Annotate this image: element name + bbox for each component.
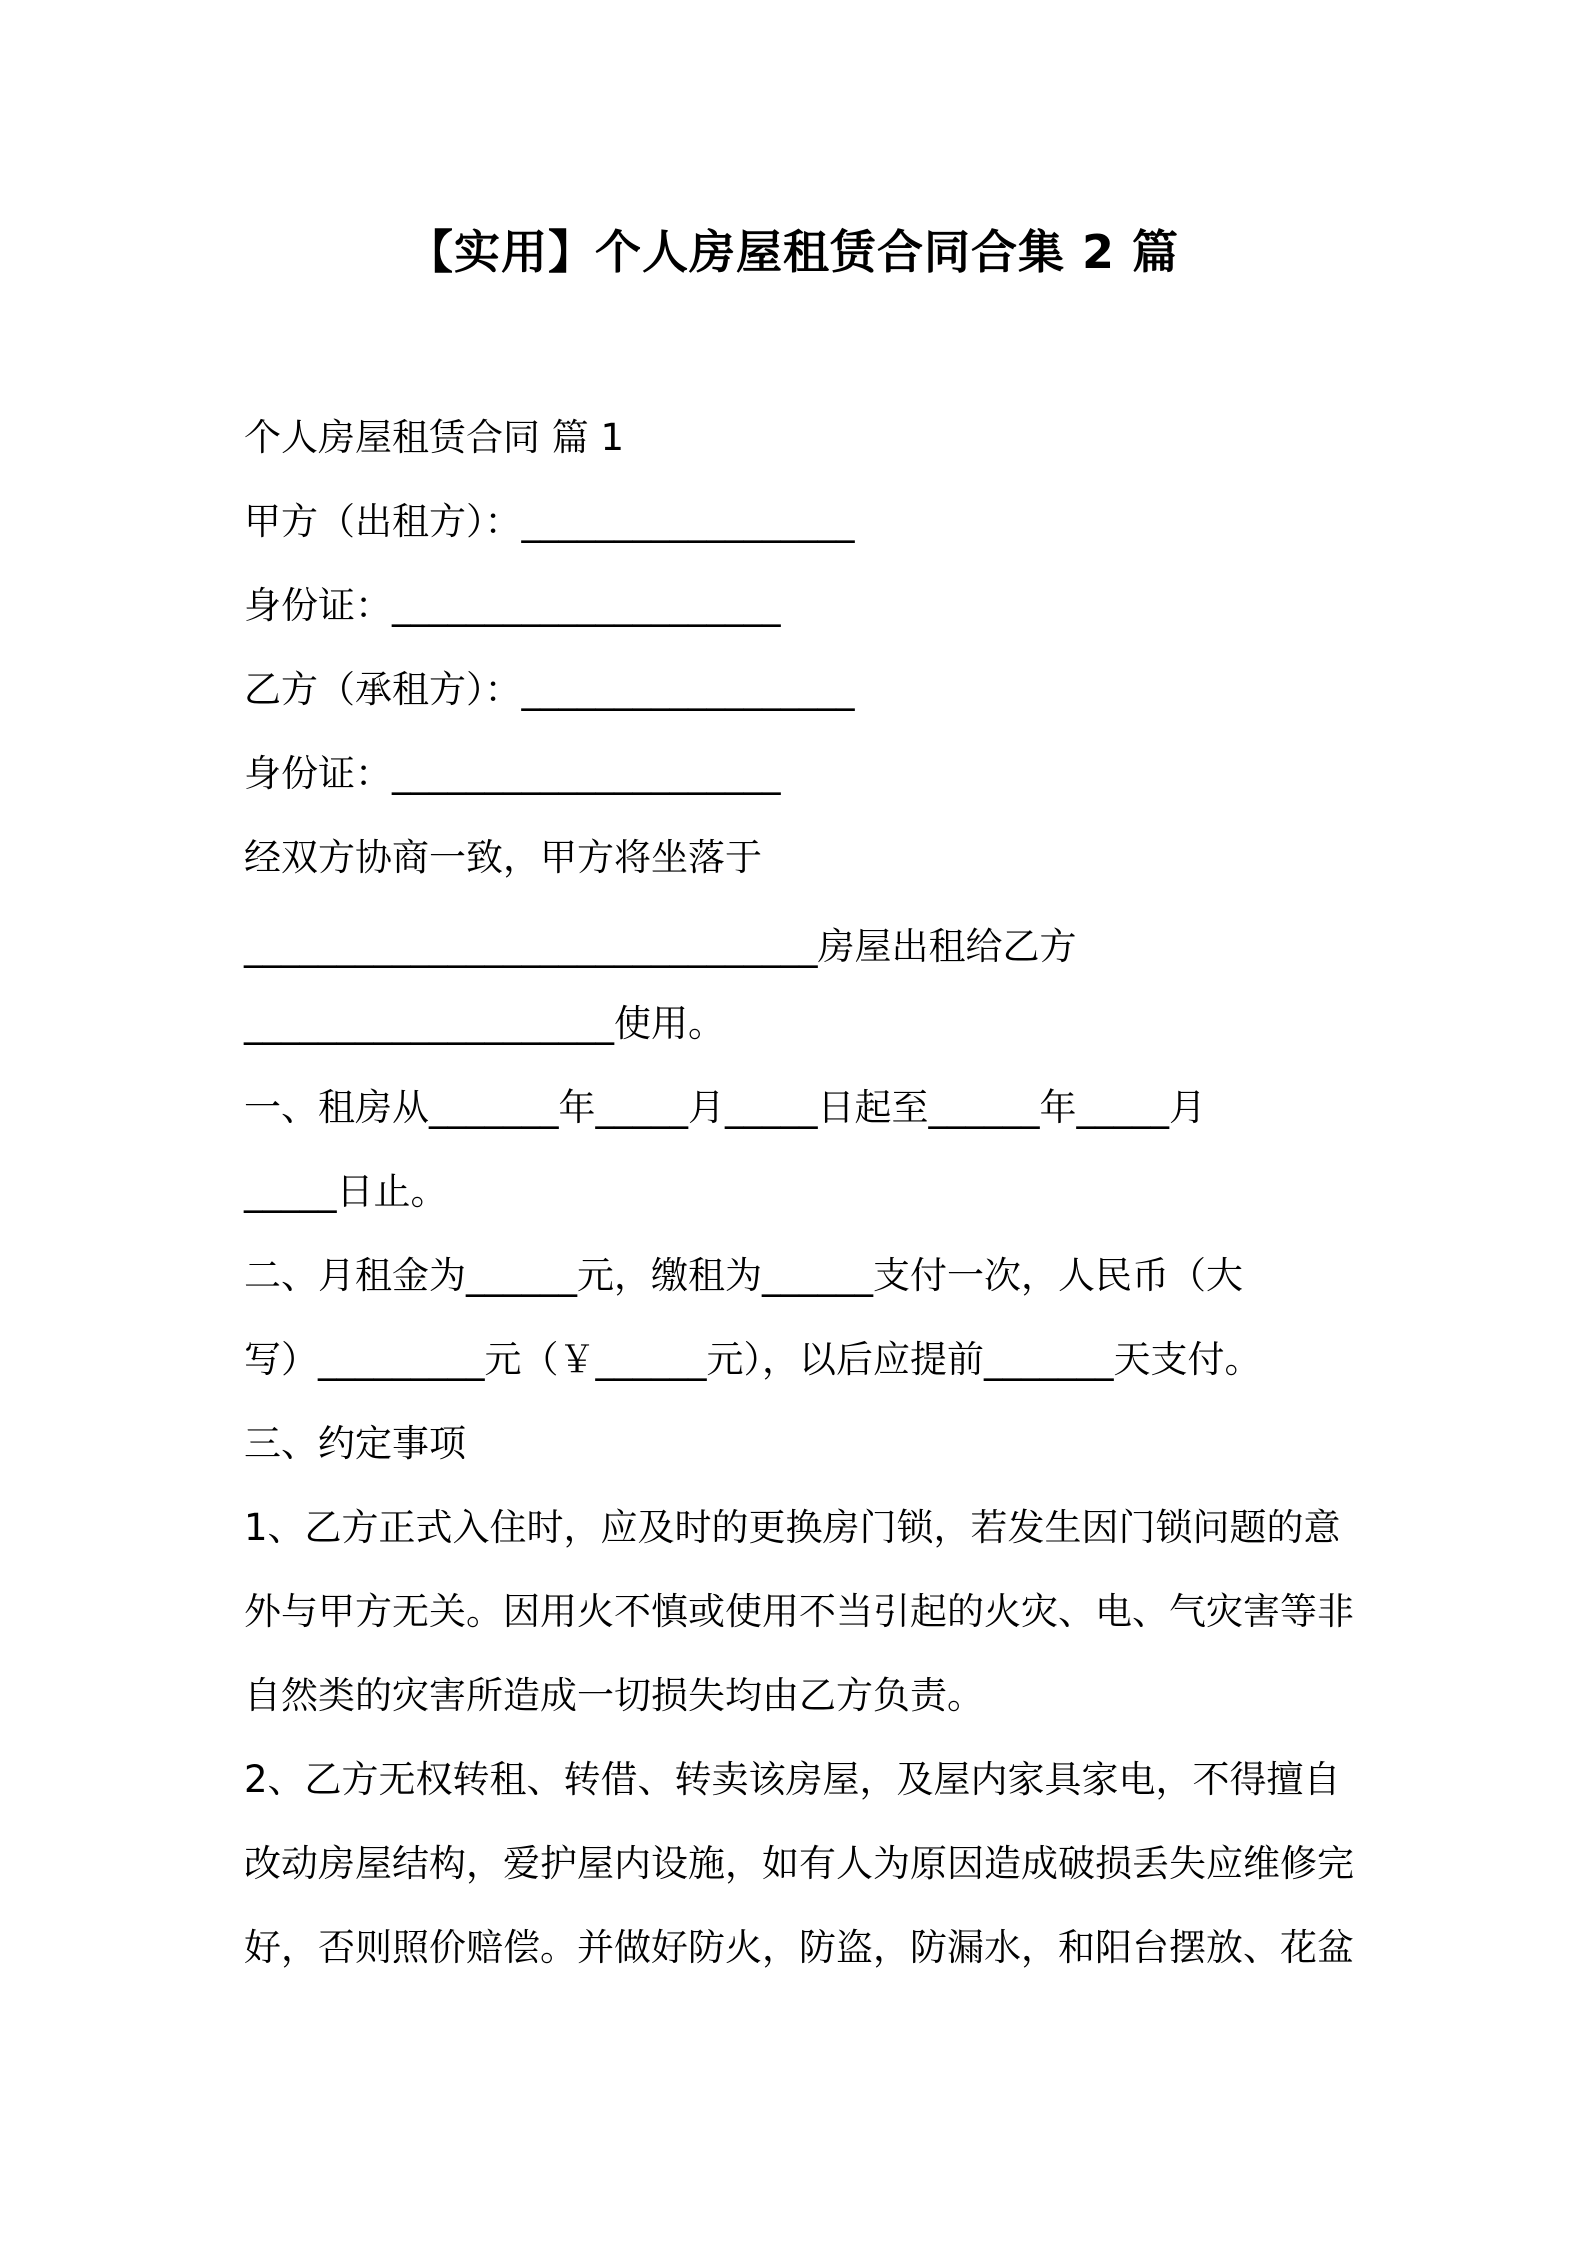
rent-clause-line: 写）_________元（￥______元），以后应提前_______天支付。 bbox=[244, 1338, 1262, 1381]
paragraph-line: 2、乙方无权转租、转借、转卖该房屋，及屋内家具家电，不得擅自 bbox=[244, 1758, 1341, 1801]
paragraph-line: 自然类的灾害所造成一切损失均由乙方负责。 bbox=[244, 1674, 984, 1717]
id-card-line-b: 身份证：_____________________ bbox=[244, 752, 781, 795]
paragraph-line: 经双方协商一致，甲方将坐落于 bbox=[244, 836, 762, 879]
paragraph-line: 1、乙方正式入住时，应及时的更换房门锁，若发生因门锁问题的意 bbox=[244, 1506, 1341, 1549]
paragraph-line: 外与甲方无关。因用火不慎或使用不当引起的火灾、电、气灾害等非 bbox=[244, 1590, 1354, 1633]
term-clause-line: 一、租房从_______年_____月_____日起至______年_____月 bbox=[244, 1086, 1206, 1129]
paragraph-line: ____________________使用。 bbox=[244, 1002, 725, 1045]
rent-clause-line: 二、月租金为______元，缴租为______支付一次，人民币（大 bbox=[244, 1254, 1243, 1297]
party-a-line: 甲方（出租方）：__________________ bbox=[244, 500, 855, 543]
document-title: 【实用】个人房屋租赁合同合集 2 篇 bbox=[406, 225, 1180, 279]
paragraph-line: 改动房屋结构，爱护屋内设施，如有人为原因造成破损丢失应维修完 bbox=[244, 1842, 1354, 1885]
id-card-line-a: 身份证：_____________________ bbox=[244, 584, 781, 627]
paragraph-line: _______________________________房屋出租给乙方 bbox=[244, 925, 1077, 968]
paragraph-line: 好，否则照价赔偿。并做好防火，防盗，防漏水，和阳台摆放、花盆 bbox=[244, 1926, 1354, 1969]
section-heading: 三、约定事项 bbox=[244, 1422, 466, 1465]
party-b-line: 乙方（承租方）：__________________ bbox=[244, 668, 855, 711]
section-heading: 个人房屋租赁合同 篇 1 bbox=[244, 416, 625, 459]
term-clause-line: _____日止。 bbox=[244, 1170, 448, 1213]
